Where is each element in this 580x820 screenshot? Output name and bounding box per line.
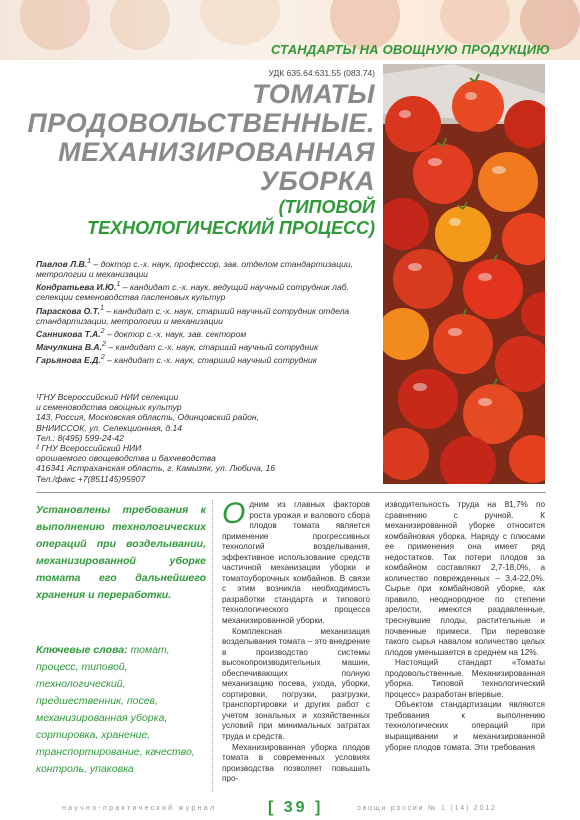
author-entry bbox=[36, 339, 376, 352]
drop-cap: О bbox=[222, 497, 246, 530]
title-line: МЕХАНИЗИРОВАННАЯ bbox=[58, 137, 375, 167]
author-name: Санникова Т.А. bbox=[36, 328, 101, 339]
author-position: – кандидат с.-х. наук, старший научный сотрудник bbox=[104, 354, 317, 365]
affiliation-line: ² ГНУ Всероссийский НИИ bbox=[36, 443, 142, 454]
author-affil-ref: 1 bbox=[116, 280, 121, 289]
author-name: Гарьянова Е.Д. bbox=[36, 354, 101, 365]
journal-type: научно-практический журнал bbox=[62, 805, 217, 812]
affiliation-line: 143, Россия, Московская область, Одинцовский район, bbox=[36, 412, 260, 423]
author-position: – кандидат с.-х. наук, старший научный сотрудник bbox=[106, 341, 319, 352]
author-entry bbox=[36, 303, 376, 326]
author-position: – кандидат с.-х. наук, старший научный сотрудник отдела стандартизации, метрологии и механизации bbox=[36, 305, 350, 326]
subtitle-line: ТЕХНОЛОГИЧЕСКИЙ ПРОЦЕСС) bbox=[87, 218, 375, 238]
subtitle-line: (ТИПОВОЙ bbox=[278, 197, 375, 217]
title-line: ТОМАТЫ bbox=[252, 79, 375, 109]
affiliation-line: 416341 Астраханская область, г. Камызяк, ул. Любича, 16 bbox=[36, 463, 276, 474]
column-separator bbox=[212, 500, 213, 792]
author-position: – доктор с.-х. наук, профессор, зав. отделом стандартизации, метрологии и механизации bbox=[36, 258, 354, 280]
author-name: Параскова О.Т. bbox=[36, 305, 100, 316]
author-affil-ref: 1 bbox=[87, 257, 92, 265]
affiliation-line: орошаемого овощеводства и бахчеводства bbox=[36, 453, 216, 464]
journal-issue: овощи россии № 1 (14) 2012 bbox=[357, 805, 497, 812]
affiliation-line: ВНИИССОК, ул. Селекционная, д.14 bbox=[36, 422, 183, 433]
author-entry bbox=[36, 256, 376, 279]
author-position: – кандидат с.-х. наук, ведущий научный сотрудник лаб. селекции семеноводства пасленовых культур bbox=[36, 282, 349, 303]
section-rubric: СТАНДАРТЫ НА ОВОЩНУЮ ПРОДУКЦИЮ bbox=[270, 42, 550, 57]
abstract: Установлены требования к выполнению технологических операций при возделывании, механизированной уборке томата его дальнейшего хранения и переработки. bbox=[36, 504, 206, 601]
author-affil-ref: 2 bbox=[100, 352, 105, 361]
author-name: Кондратьева И.Ю. bbox=[36, 282, 117, 293]
body-paragraph: Настоящий стандарт «Томаты продовольственные. Механизированная уборка. Типовой технологический процесс» разработан впервые. bbox=[385, 658, 545, 699]
author-position: – доктор с.-х. наук, зав. сектором bbox=[104, 328, 247, 339]
body-paragraph: Объектом стандартизации являются требования к выполнению технологических операций при выращивании и механизированной уборке плодов томата. Эти требования bbox=[385, 700, 545, 752]
body-paragraph: изводительность труда на 81,7% по сравнению с ручной. К механизированной уборке относится комбайновая уборка. Наряду с плюсами ее применения она имеет ряд недостатков. Так потери плодов за комбайном составляют 2,7-18,0%, а количество поврежденных – 3,4-22,0%. Сырье при комбайновой уборке, как правило, неоднородное по степени зрелости, имеются раздавленные, треснувшие плоды, растительные и почвенные примеси. При перевозке такого сырья навалом количество целых плодов уменьшается в среднем на 12%. bbox=[385, 500, 545, 657]
affiliations bbox=[36, 392, 376, 484]
author-name: Павлов Л.В. bbox=[36, 258, 88, 269]
paragraph-text: дним из главных факторов роста урожая и валового сбора плодов томата является применение прогрессивных технологий возделывания, эффективное использование средств частичной механизации уборки и томатоуборочных комбайнов. В связи с этим возникла необходимость разработки стандарта и типового технологического процесса механизированной уборки. bbox=[222, 500, 370, 626]
title-line: ПРОДОВОЛЬСТВЕННЫЕ. bbox=[27, 108, 375, 138]
author-entry bbox=[36, 279, 376, 302]
affiliation-line: ¹ГНУ Всероссийский НИИ селекции bbox=[36, 392, 179, 402]
author-affil-ref: 2 bbox=[100, 326, 105, 335]
authors-list bbox=[36, 256, 376, 365]
body-paragraph bbox=[222, 497, 370, 627]
keywords bbox=[36, 642, 206, 778]
author-entry bbox=[36, 352, 376, 365]
article-title bbox=[20, 80, 375, 196]
page-number: [ 39 ] bbox=[268, 799, 324, 816]
author-name: Мачулкина В.А. bbox=[36, 341, 103, 352]
body-paragraph: Комплексная механизация возделывания томата – это внедрение в производство системы высокопроизводительных машин, обеспечивающих полную механизацию посева, ухода, уборки, сортировки, погрузки, разгрузки, транспортировки и других работ с учетом зональных и хозяйственных условий при минимальных затратах труда и средств. bbox=[222, 626, 370, 742]
author-affil-ref: 2 bbox=[102, 339, 106, 348]
tomatoes-photo bbox=[383, 64, 545, 484]
affiliation-line: Тел.: 8(495) 599-24-42 bbox=[36, 432, 124, 443]
title-line: УБОРКА bbox=[259, 166, 375, 196]
udc-code: УДК 635.64:631.55 (083.74) bbox=[268, 68, 375, 78]
author-affil-ref: 1 bbox=[100, 303, 104, 312]
keywords-list: томат, процесс, типовой, технологический, предшественник, посев, механизированная уборка, сортировка, хранение, транспортирование, качество, контроль, упаковка bbox=[36, 644, 195, 775]
section-divider bbox=[36, 492, 546, 493]
body-column-2 bbox=[385, 500, 545, 753]
keywords-label: Ключевые слова: bbox=[36, 644, 128, 656]
page-footer bbox=[0, 800, 580, 820]
body-paragraph: Механизированная уборка плодов томата в современных условиях производства позволяет повышать про- bbox=[222, 742, 370, 784]
author-entry bbox=[36, 326, 376, 339]
body-column-1 bbox=[222, 497, 370, 785]
affiliation-line: Тел./факс +7(851145)95907 bbox=[36, 473, 146, 484]
affiliation-line: и семеноводства овощных культур bbox=[36, 402, 182, 413]
article-subtitle bbox=[20, 197, 375, 239]
